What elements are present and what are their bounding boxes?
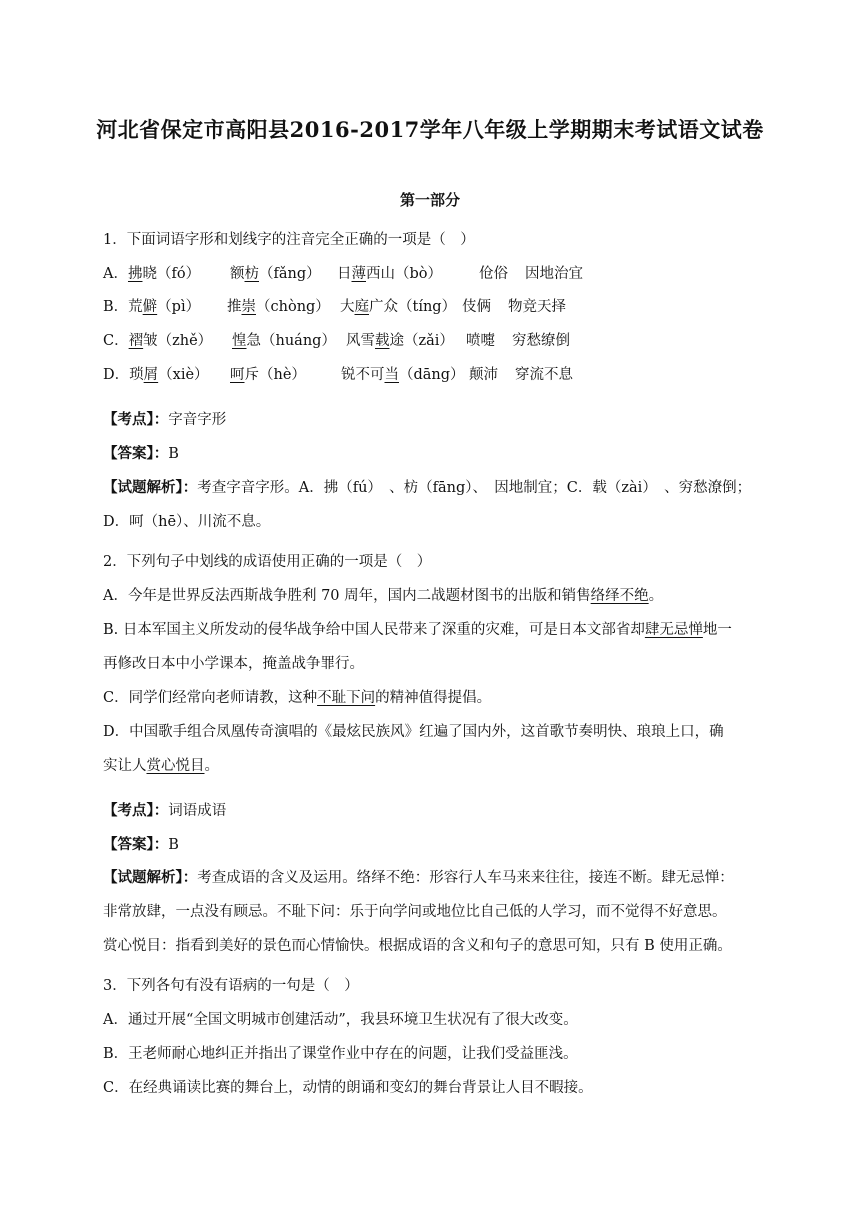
q1-option-a: A．拂晓（fó） 额枋（fǎng） 日薄西山（bò） 伧俗 因地治宜 bbox=[103, 266, 583, 282]
q1-kaodian: 【考点】：字音字形 bbox=[103, 411, 227, 428]
q2-option-a: A．今年是世界反法西斯战争胜利 70 周年，国内二战题材图书的出版和销售络绎不绝。 bbox=[103, 588, 664, 604]
q2-analysis-cont-1: 非常放肆，一点没有顾忌。不耻下问：乐于向学问或地位比自己低的人学习，而不觉得不好意思。 bbox=[103, 904, 727, 920]
q2-analysis-cont-2: 赏心悦目：指看到美好的景色而心情愉快。根据成语的含义和句子的意思可知，只有 B 使用正确。 bbox=[103, 938, 732, 954]
q2-analysis: 【试题解析】：考查成语的含义及运用。络绎不绝：形容行人车马来来往往，接连不断。肆无忌惮： bbox=[103, 869, 734, 886]
q1-option-c: C．褶皱（zhě） 惶急（huáng） 风雪载途（zǎi） 喷嚏 穷愁缭倒 bbox=[103, 333, 570, 349]
section-heading: 第一部分 bbox=[399, 191, 460, 209]
q3-option-b: B．王老师耐心地纠正并指出了课堂作业中存在的问题，让我们受益匪浅。 bbox=[103, 1046, 578, 1062]
q1-analysis-cont: D．呵（hē）、川流不息。 bbox=[103, 514, 271, 530]
q2-option-b-cont: 再修改日本中小学课本，掩盖战争罪行。 bbox=[103, 656, 364, 672]
q3-option-a: A．通过开展“全国文明城市创建活动”，我县环境卫生状况有了很大改变。 bbox=[103, 1012, 578, 1028]
q3-stem: 3．下列各句有没有语病的一句是（ ） bbox=[103, 978, 359, 994]
q1-option-d: D．琐屑（xiè） 呵斥（hè） 锐不可当（dāng） 颠沛 穿流不息 bbox=[103, 367, 573, 383]
q1-answer: 【答案】：B bbox=[103, 445, 179, 462]
q1-option-b: B．荒僻（pì） 推崇（chòng） 大庭广众（tíng） 伎俩 物竞天择 bbox=[103, 299, 566, 315]
q2-answer: 【答案】：B bbox=[103, 836, 179, 853]
q2-option-c: C．同学们经常向老师请教，这种不耻下问的精神值得提倡。 bbox=[103, 690, 492, 706]
q2-option-b: B. 日本军国主义所发动的侵华战争给中国人民带来了深重的灾难，可是日本文部省却肆无忌惮地一 bbox=[103, 622, 732, 638]
q3-option-c: C．在经典诵读比赛的舞台上，动情的朗诵和变幻的舞台背景让人目不暇接。 bbox=[103, 1080, 593, 1096]
q1-stem: 1．下面词语字形和划线字的注音完全正确的一项是（ ） bbox=[103, 232, 475, 248]
document-title: 河北省保定市高阳县2016-2017学年八年级上学期期末考试语文试卷 bbox=[96, 117, 764, 142]
q2-stem: 2．下列句子中划线的成语使用正确的一项是（ ） bbox=[103, 554, 432, 570]
q2-kaodian: 【考点】：词语成语 bbox=[103, 802, 227, 819]
q2-option-d: D．中国歌手组合凤凰传奇演唱的《最炫民族风》红遍了国内外，这首歌节奏明快、琅琅上口，确 bbox=[103, 724, 724, 740]
q1-analysis: 【试题解析】：考查字音字形。A．拂（fú） 、枋（fāng）、 因地制宜；C．载（zài） 、穷愁潦倒； bbox=[103, 479, 752, 496]
q2-option-d-cont: 实让人赏心悦目。 bbox=[103, 758, 219, 774]
